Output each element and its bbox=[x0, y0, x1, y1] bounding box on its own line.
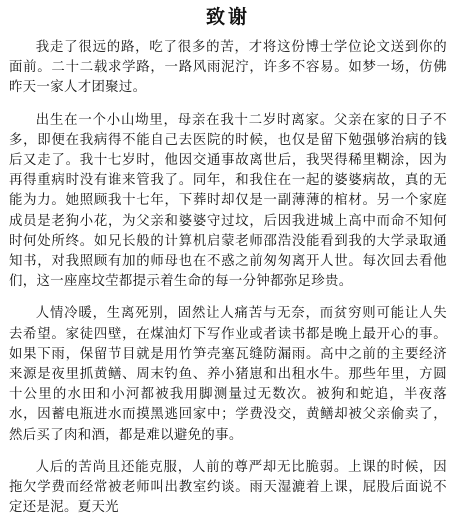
paragraph-2: 出生在一个小山坳里，母亲在我十二岁时离家。父亲在家的日子不多，即便在我病得不能自己去医院的时候，也仅是留下勉强够治病的钱后又走了。我十七岁时，他因交通事故离世后，我哭得稀里糊涂，因为再得重病时没有谁来管我了。同年，和我住在一起的婆婆病故，真的无能为力。她照顾我十七年，下葬时却仅是一副薄薄的棺材。另一个家庭成员是老狗小花，为父亲和婆婆守过坟，后因我进城上高中而命不知何时何处所终。如兄长般的计算机启蒙老师邵浩没能看到我的大学录取通知书，对我照顾有加的师母也在不惑之前匆匆离开人世。每次回去看他们，这一座座坟茔都提示着生命的每一分钟都弥足珍贵。 bbox=[9, 112, 447, 290]
paragraph-1: 我走了很远的路，吃了很多的苦，才将这份博士学位论文送到你的面前。二十二载求学路，一路风雨泥泞，许多不容易。如梦一场，仿佛昨天一家人才团聚过。 bbox=[9, 40, 447, 96]
paragraph-4: 人后的苦尚且还能克服，人前的尊严却无比脆弱。上课的时候，因拖欠学费而经常被老师叫出教室约谈。雨天湿漉着上课，屁股后面说不定还是泥。夏天光 bbox=[9, 459, 447, 516]
paragraph-3: 人情冷暖，生离死别，固然让人痛苦与无奈，而贫穷则可能让人失去希望。家徒四壁，在煤油灯下写作业或者读书都是晚上最开心的事。如果下雨，保留节目就是用竹笋壳塞瓦缝防漏雨。高中之前的主要经济来源是夜里抓黄鳝、周末钓鱼、养小猪崽和出租水牛。那些年里，方圆十公里的水田和小河都被我用脚测量过无数次。被狗和蛇追，半夜落水，因蓄电瓶进水而摸黑逃回家中；学费没交，黄鳝却被父亲偷卖了，然后买了肉和酒，都是难以避免的事。 bbox=[9, 306, 447, 443]
page-title: 致谢 bbox=[205, 6, 250, 28]
